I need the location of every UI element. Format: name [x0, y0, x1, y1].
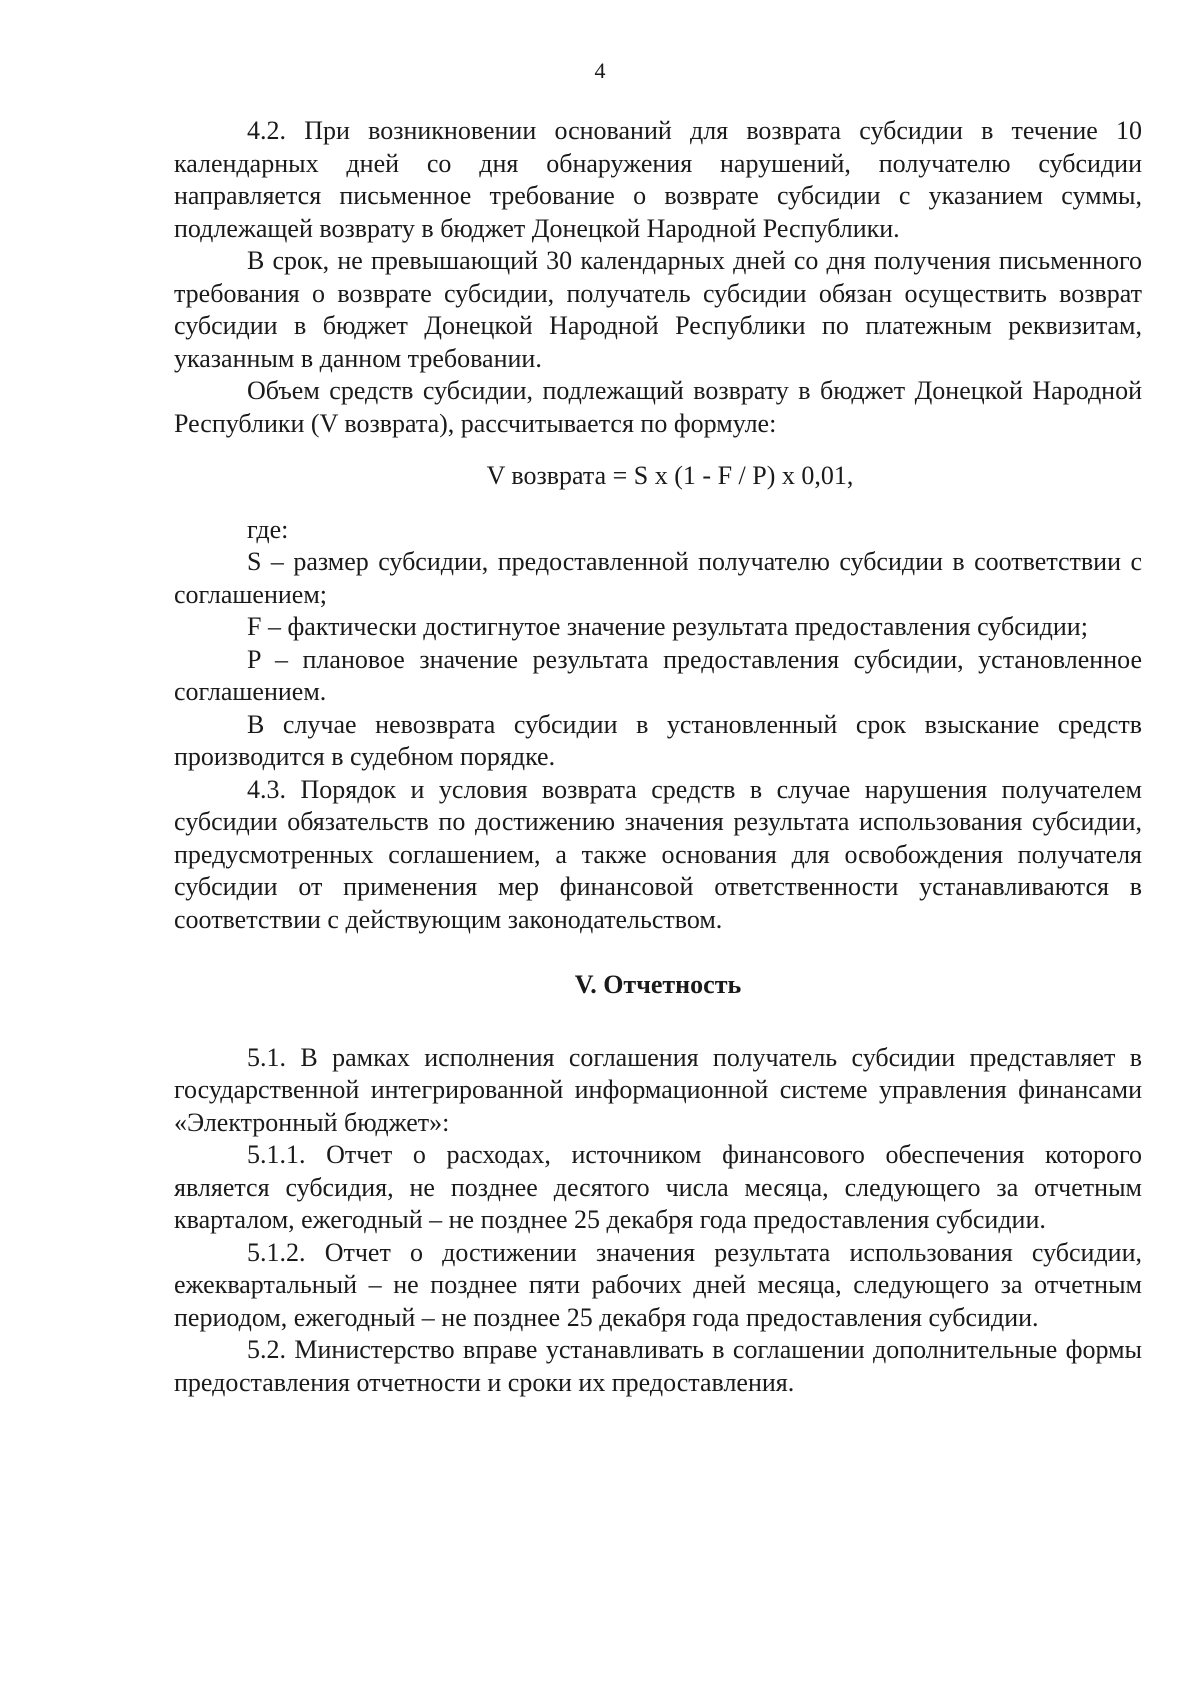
paragraph-5-1-1: 5.1.1. Отчет о расходах, источником финансового обеспечения которого является субсидия, не позднее десятого числа месяца, следующего за отчетным кварталом, ежегодный – не позднее 25 декабря года предоставления субсидии.	[174, 1140, 1142, 1234]
paragraph-4-2: 4.2. При возникновении оснований для возврата субсидии в течение 10 календарных дней со дня обнаружения нарушений, получателю субсидии направляется письменное требование о возврате субсидии с указанием суммы, подлежащей возврату в бюджет Донецкой Народной Республики.	[174, 116, 1142, 243]
paragraph-court-recovery: В случае невозврата субсидии в установленный срок взыскание средств производится в судебном порядке.	[174, 709, 1142, 771]
section-heading-reporting: V. Отчетность	[574, 970, 742, 999]
paragraph-5-2: 5.2. Министерство вправе устанавливать в соглашении дополнительные формы предоставления отчетности и сроки их предоставления.	[174, 1335, 1142, 1397]
paragraph-return-volume: Объем средств субсидии, подлежащий возврату в бюджет Донецкой Народной Республики (V возврата), рассчитывается по формуле:	[174, 376, 1142, 438]
paragraph-5-1: 5.1. В рамках исполнения соглашения получатель субсидии представляет в государственной интегрированной информационной системе управления финансами «Электронный бюджет»:	[174, 1042, 1142, 1137]
document-body	[174, 115, 1142, 1399]
return-formula: V возврата = S x (1 - F / P) x 0,01,	[486, 461, 854, 490]
paragraph-5-1-2: 5.1.2. Отчет о достижении значения результата использования субсидии, ежеквартальный – не позднее пяти рабочих дней месяца, следующего за отчетным периодом, ежегодный – не позднее 25 декабря года предоставления субсидии.	[174, 1237, 1142, 1332]
paragraph-return-deadline: В срок, не превышающий 30 календарных дней со дня получения письменного требования о возврате субсидии, получатель субсидии обязан осуществить возврат субсидии в бюджет Донецкой Народной Республики по платежным реквизитам, указанным в данном требовании.	[174, 246, 1142, 373]
where-label: где:	[247, 514, 289, 544]
paragraph-4-3: 4.3. Порядок и условия возврата средств в случае нарушения получателем субсидии обязательств по достижению значения результата использования субсидии, предусмотренных соглашением, а также основания для освобождения получателя субсидии от применения мер финансовой ответственности устанавливаются в соответствии с действующим законодательством.	[174, 774, 1142, 934]
definition-p: P – плановое значение результата предоставления субсидии, установленное соглашением.	[174, 644, 1142, 706]
definition-s: S – размер субсидии, предоставленной получателю субсидии в соответствии с соглашением;	[174, 547, 1142, 609]
page-number: 4	[594, 58, 606, 83]
definition-f: F – фактически достигнутое значение результата предоставления субсидии;	[247, 612, 1088, 641]
